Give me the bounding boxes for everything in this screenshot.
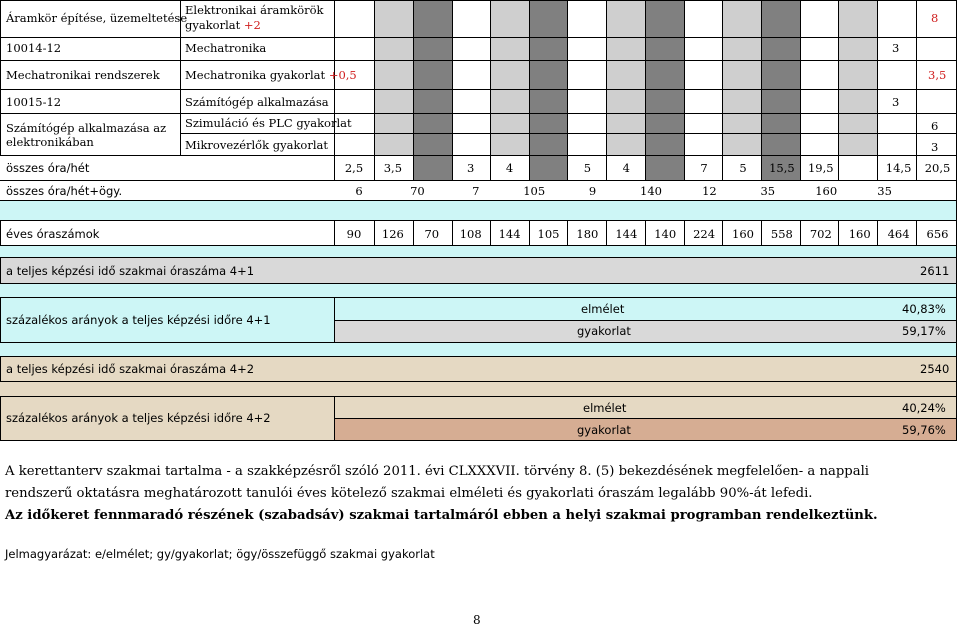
label-elmelet-4-1: elmélet: [581, 302, 625, 316]
cell-elektronikaban: elektronikában: [6, 135, 94, 149]
label-pct-4-1: százalékos arányok a teljes képzési időre 4+1: [6, 313, 271, 327]
value-gyakorlat-4-1: 59,17%: [902, 324, 946, 338]
ossz_ora_het-cell: 14,5: [885, 161, 912, 175]
cell-elektronikai-aramkorok: Elektronikai áramkörök: [185, 3, 324, 17]
eves-cell: 90: [346, 227, 362, 241]
cell-mikrovezerlok: Mikrovezérlők gyakorlat: [185, 138, 328, 152]
label-osszes-ora-het-ogy: összes óra/hét+ögy.: [6, 184, 123, 198]
label-elmelet-4-2: elmélet: [583, 401, 627, 415]
ossz_ora_het_ogy-cell: 160: [815, 184, 838, 198]
cell-right-value-row0: 8: [931, 11, 939, 25]
eves-cell: 224: [693, 227, 716, 241]
ossz_ora_het-cell: 19,5: [807, 161, 834, 175]
label-gyakorlat-4-2: gyakorlat: [577, 423, 631, 437]
ossz_ora_het-cell: 15,5: [769, 161, 795, 175]
ossz_ora_het_ogy-cell: 35: [760, 184, 776, 198]
ossz_ora_het_ogy-cell: 35: [877, 184, 892, 198]
ossz_ora_het-cell: 2,5: [344, 161, 364, 175]
ossz_ora_het-cell: 4: [505, 161, 514, 175]
eves-cell: 144: [615, 227, 638, 241]
eves-cell: 702: [809, 227, 832, 241]
label-total-4-1: a teljes képzési idő szakmai óraszáma 4+1: [6, 264, 255, 278]
page-number: 8: [473, 613, 481, 627]
cell-right-value-row2: 3,5: [928, 68, 947, 82]
cell-gyakorlat-label: gyakorlat +2: [185, 18, 261, 32]
ossz_ora_het_ogy-cell: 7: [472, 184, 480, 198]
cell-szimulacio-plc: Szimuláció és PLC gyakorlat: [185, 116, 352, 130]
ossz_ora_het_ogy-cell: 9: [588, 184, 597, 198]
ossz_ora_het-cell: 20,5: [924, 161, 951, 175]
label-pct-4-2: százalékos arányok a teljes képzési időre 4+2: [6, 411, 271, 425]
eves-cell: 126: [381, 227, 404, 241]
cell-aramkor-epitese: Áramkör építése, üzemeltetése: [6, 11, 188, 25]
value-gyakorlat-4-2: 59,76%: [902, 423, 946, 437]
paragraph-kerettanterv-line2: rendszerű oktatásra meghatározott tanulói éves kötelező szakmai elméleti és gyakorlati óraszám legalább 90%-át lefedi.: [5, 486, 813, 501]
label-gyakorlat-4-1: gyakorlat: [577, 324, 631, 338]
ossz_ora_het_ogy-cell: 105: [523, 184, 546, 198]
value-elmelet-4-2: 40,24%: [902, 401, 946, 415]
cell-right-value-row5: 3: [931, 140, 939, 154]
label-eves-oraszamok: éves óraszámok: [6, 227, 100, 241]
eves-cell: 160: [732, 227, 754, 241]
ossz_ora_het-cell: 5: [583, 161, 592, 175]
ossz_ora_het-cell: 3,5: [383, 161, 403, 175]
ossz_ora_het-cell: 3: [467, 161, 475, 175]
ossz_ora_het-cell: 5: [739, 161, 747, 175]
value-elmelet-4-1: 40,83%: [902, 302, 946, 316]
ossz_ora_het-cell: 4: [622, 161, 630, 175]
ossz_ora_het-cell: 7: [700, 161, 708, 175]
cell-10014-12: 10014-12: [6, 41, 62, 55]
cell-szamitogep-alkalmazasa: Számítógép alkalmazása: [185, 95, 329, 109]
cell-szamitogep-alkalmazasa-az: Számítógép alkalmazása az: [6, 121, 167, 135]
ossz_ora_het_ogy-cell: 12: [702, 184, 717, 198]
cell-mechatronika-gyakorlat: Mechatronika gyakorlat +0,5: [185, 68, 357, 82]
eves-cell: 180: [576, 227, 599, 241]
cell-mechatronikai-rendszerek: Mechatronikai rendszerek: [6, 68, 160, 82]
cell-10015-12: 10015-12: [6, 95, 62, 109]
label-total-4-2: a teljes képzési idő szakmai óraszáma 4+2: [6, 362, 255, 376]
ossz_ora_het_ogy-cell: 6: [355, 184, 363, 198]
ossz_ora_het_ogy-cell: 140: [640, 184, 662, 198]
eves-cell: 160: [848, 227, 871, 241]
legend-jelmagyarazat: Jelmagyarázat: e/elmélet; gy/gyakorlat; ögy/összefüggő szakmai gyakorlat: [5, 547, 435, 561]
eves-cell: 656: [926, 227, 949, 241]
eves-cell: 140: [654, 227, 677, 241]
eves-cell: 108: [459, 227, 482, 241]
label-osszes-ora-het: összes óra/hét: [6, 161, 90, 175]
paragraph-kerettanterv-line1: A kerettanterv szakmai tartalma - a szakképzésről szóló 2011. évi CLXXXVII. törvény 8. (5) bekezdésének megfelelően- a nappali: [5, 464, 870, 479]
cell-right-value-row4: 6: [931, 119, 939, 133]
value-total-4-2: 2540: [920, 362, 950, 376]
eves-cell: 464: [887, 227, 910, 241]
cell-right-value-row1: 3: [892, 41, 900, 55]
eves-cell: 105: [537, 227, 560, 241]
eves-cell: 70: [424, 227, 440, 241]
cell-mechatronika: Mechatronika: [185, 41, 267, 55]
value-total-4-1: 2611: [920, 264, 950, 278]
eves-cell: 144: [498, 227, 521, 241]
eves-cell: 558: [770, 227, 793, 241]
paragraph-idokeret: Az időkeret fennmaradó részének (szabadsáv) szakmai tartalmáról ebben a helyi szakmai programban rendelkeztünk.: [5, 508, 878, 523]
cell-right-value-row3: 3: [892, 95, 900, 109]
ossz_ora_het_ogy-cell: 70: [410, 184, 425, 198]
